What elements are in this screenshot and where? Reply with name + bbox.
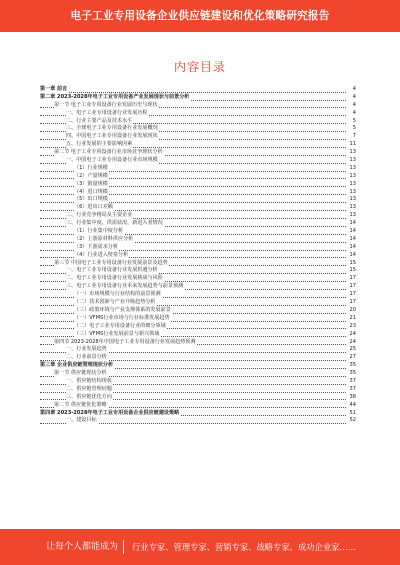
toc-entry-label: （1）行业规模 <box>74 164 108 171</box>
toc-entry-page: 27 <box>346 354 356 362</box>
toc-entry-page: 14 <box>346 252 356 260</box>
toc-entry[interactable] <box>40 94 356 102</box>
table-of-contents <box>40 86 356 425</box>
toc-entry[interactable] <box>40 370 356 378</box>
toc-entry[interactable] <box>40 378 356 386</box>
toc-entry-page: 20 <box>346 307 356 315</box>
toc-entry-label: （2）产量规模 <box>74 172 108 179</box>
toc-entry-page: 11 <box>346 141 356 149</box>
toc-entry[interactable] <box>40 323 356 331</box>
toc-entry-label: 一、行业发展趋势 <box>66 346 107 353</box>
toc-entry-page: 13 <box>346 165 356 173</box>
toc-entry-page: 13 <box>346 149 356 157</box>
toc-entry-label: （2）上游原材料供应分析 <box>74 235 134 242</box>
toc-entry[interactable] <box>40 394 356 402</box>
toc-entry[interactable] <box>40 362 356 370</box>
toc-entry[interactable] <box>40 252 356 260</box>
footer-bar <box>0 529 400 565</box>
toc-entry-label: 一、建设目标 <box>66 417 97 424</box>
toc-entry[interactable] <box>40 402 356 410</box>
toc-entry-label: （3）下游需求分析 <box>74 243 118 250</box>
toc-entry[interactable] <box>40 228 356 236</box>
toc-entry[interactable] <box>40 244 356 252</box>
toc-entry-page: 13 <box>346 204 356 212</box>
toc-entry-label: 二、行业前景分析 <box>66 354 107 361</box>
toc-entry-page: 37 <box>346 378 356 386</box>
toc-entry-label: （一）VFMS行业市场与行业标准发展趋势 <box>74 314 170 321</box>
report-title: 电子工业专用设备企业供应链建设和优化策略研究报告 <box>70 10 330 22</box>
toc-entry[interactable] <box>40 141 356 149</box>
toc-entry-label: 第二章 2023-2028年电子工业专用设备产业发展现状与前景分析 <box>40 93 190 100</box>
toc-entry-page: 17 <box>346 291 356 299</box>
toc-entry-label: （6）进出口差额 <box>74 204 113 211</box>
footer-slogan-right: 行业专家、管理专家、营销专家、战略专家、成功企业家…… <box>132 542 357 552</box>
toc-entry-label: 三、行业集中度、供需状况、新进入者情况 <box>66 220 163 227</box>
toc-entry-page: 13 <box>346 157 356 165</box>
footer-slogan-left: 让每个人都能成为 <box>46 542 119 552</box>
toc-heading: 内容目录 <box>173 60 226 74</box>
toc-entry-page: 17 <box>346 275 356 283</box>
toc-entry-label: 三、供应链优化方向 <box>66 393 112 400</box>
toc-entry[interactable] <box>40 86 356 94</box>
toc-entry[interactable] <box>40 220 356 228</box>
toc-entry[interactable] <box>40 173 356 181</box>
toc-entry-page: 24 <box>346 331 356 339</box>
toc-entry-label: 二、电子工业专用设备行业发展挑战与风险 <box>66 275 163 282</box>
toc-entry-page: 15 <box>346 260 356 268</box>
toc-entry-page: 13 <box>346 212 356 220</box>
toc-entry-page: 5 <box>346 125 356 133</box>
header-bar <box>0 0 400 32</box>
toc-entry[interactable] <box>40 354 356 362</box>
toc-entry-page: 13 <box>346 181 356 189</box>
toc-entry-page: 17 <box>346 299 356 307</box>
toc-entry-page: 4 <box>346 86 356 94</box>
toc-entry-page: 51 <box>346 410 356 418</box>
toc-entry-page: 24 <box>346 339 356 347</box>
toc-entry-label: 第三章 企业供应链管理现状分析 <box>40 362 114 369</box>
toc-entry-page: 17 <box>346 283 356 291</box>
toc-entry[interactable] <box>40 110 356 118</box>
toc-entry-label: 五、行业发展的主要影响因素 <box>66 141 133 148</box>
toc-entry-page: 37 <box>346 386 356 394</box>
toc-entry-label: 二、行业主要产品及技术水平 <box>66 117 133 124</box>
toc-entry-label: 三、电子工业专用设备行业未来发展趋势与前景预测 <box>66 283 184 290</box>
toc-entry-label: （三）VFMS行业发展前景与新兴领域 <box>74 330 160 337</box>
toc-entry-label: 第四节 2023-2028年中国电子工业专用设备行业发展趋势预测 <box>54 338 196 345</box>
toc-entry-page: 13 <box>346 189 356 197</box>
toc-entry[interactable] <box>40 165 356 173</box>
toc-entry[interactable] <box>40 157 356 165</box>
toc-entry-page: 14 <box>346 244 356 252</box>
toc-entry[interactable] <box>40 236 356 244</box>
toc-leader-dots <box>40 92 346 93</box>
toc-entry[interactable] <box>40 212 356 220</box>
toc-entry-page: 4 <box>346 102 356 110</box>
toc-entry-label: （5）出口规模 <box>74 196 108 203</box>
toc-entry[interactable] <box>40 386 356 394</box>
toc-entry-page: 23 <box>346 323 356 331</box>
toc-entry[interactable] <box>40 291 356 299</box>
toc-entry[interactable] <box>40 149 356 157</box>
toc-entry-label: （二）技术创新与产业升级趋势分析 <box>74 299 156 306</box>
toc-entry[interactable] <box>40 299 356 307</box>
toc-entry[interactable] <box>40 102 356 110</box>
toc-entry-page: 35 <box>346 362 356 370</box>
toc-entry-label: 一、中国电子工业专用设备行业市场规模 <box>66 157 158 164</box>
toc-entry-label: 一、电子工业专用设备行业发展机遇分析 <box>66 267 158 274</box>
toc-entry-page: 35 <box>346 370 356 378</box>
toc-entry-label: 二、行业竞争格局及主要企业 <box>66 212 133 219</box>
toc-entry-label: 第一节 供应链现状分析 <box>54 370 107 377</box>
toc-entry-page: 15 <box>346 267 356 275</box>
toc-entry-page: 52 <box>346 417 356 425</box>
toc-entry-label: 第一章 前言 <box>40 86 68 92</box>
toc-entry[interactable] <box>40 417 356 425</box>
toc-entry-page: 4 <box>346 110 356 118</box>
toc-entry-label: 三、全球电子工业专用设备行业发展概况 <box>66 125 158 132</box>
toc-entry[interactable] <box>40 315 356 323</box>
toc-entry-page: 25 <box>346 346 356 354</box>
toc-entry-label: 一、电子工业专用设备行业发展历程 <box>66 109 148 116</box>
toc-entry[interactable] <box>40 181 356 189</box>
toc-entry-label: 二、供应链管理问题 <box>66 385 112 392</box>
footer-divider <box>123 540 124 554</box>
toc-entry-page: 38 <box>346 394 356 402</box>
toc-entry-label: （1）行业集中度分析 <box>74 228 124 235</box>
toc-entry-label: （4）进口规模 <box>74 188 108 195</box>
toc-entry-label: 第三节 中国电子工业专用设备行业发展前景及趋势 <box>54 259 168 266</box>
toc-entry-label: 第二节 供应链优化策略 <box>54 401 107 408</box>
toc-entry-label: （一）市场规模与行业结构的前景预测 <box>74 291 161 298</box>
toc-entry-page: 13 <box>346 196 356 204</box>
toc-entry-label: （三）政策环境与产业支撑体系的发展前景 <box>74 306 171 313</box>
toc-entry-page: 14 <box>346 228 356 236</box>
toc-entry-page: 13 <box>346 173 356 181</box>
toc-entry-page: 5 <box>346 118 356 126</box>
toc-entry-page: 4 <box>346 94 356 102</box>
toc-entry-label: （二）电子工业专用设备行业的细分领域 <box>74 322 166 329</box>
toc-entry-label: 第一节 电子工业专用设备行业发展历史与现状 <box>54 101 158 108</box>
toc-entry[interactable] <box>40 307 356 315</box>
toc-entry-page: 21 <box>346 315 356 323</box>
toc-entry[interactable] <box>40 283 356 291</box>
toc-entry-label: 第二节 电子工业专用设备行业市场竞争现状分析 <box>54 149 163 156</box>
toc-entry[interactable] <box>40 331 356 339</box>
toc-entry-page: 7 <box>346 133 356 141</box>
toc-entry-label: （3）销量规模 <box>74 180 108 187</box>
toc-entry-label: 一、供应链结构现状 <box>66 377 112 384</box>
toc-entry-label: 第四章 2023-2028年电子工业专用设备企业供应链建设策略 <box>40 409 180 416</box>
toc-entry-page: 14 <box>346 236 356 244</box>
toc-entry-label: （4）行业进入壁垒分析 <box>74 251 129 258</box>
toc-entry-page: 14 <box>346 220 356 228</box>
toc-entry-label: 四、中国电子工业专用设备行业发展现状 <box>66 133 158 140</box>
toc-entry-page: 44 <box>346 402 356 410</box>
